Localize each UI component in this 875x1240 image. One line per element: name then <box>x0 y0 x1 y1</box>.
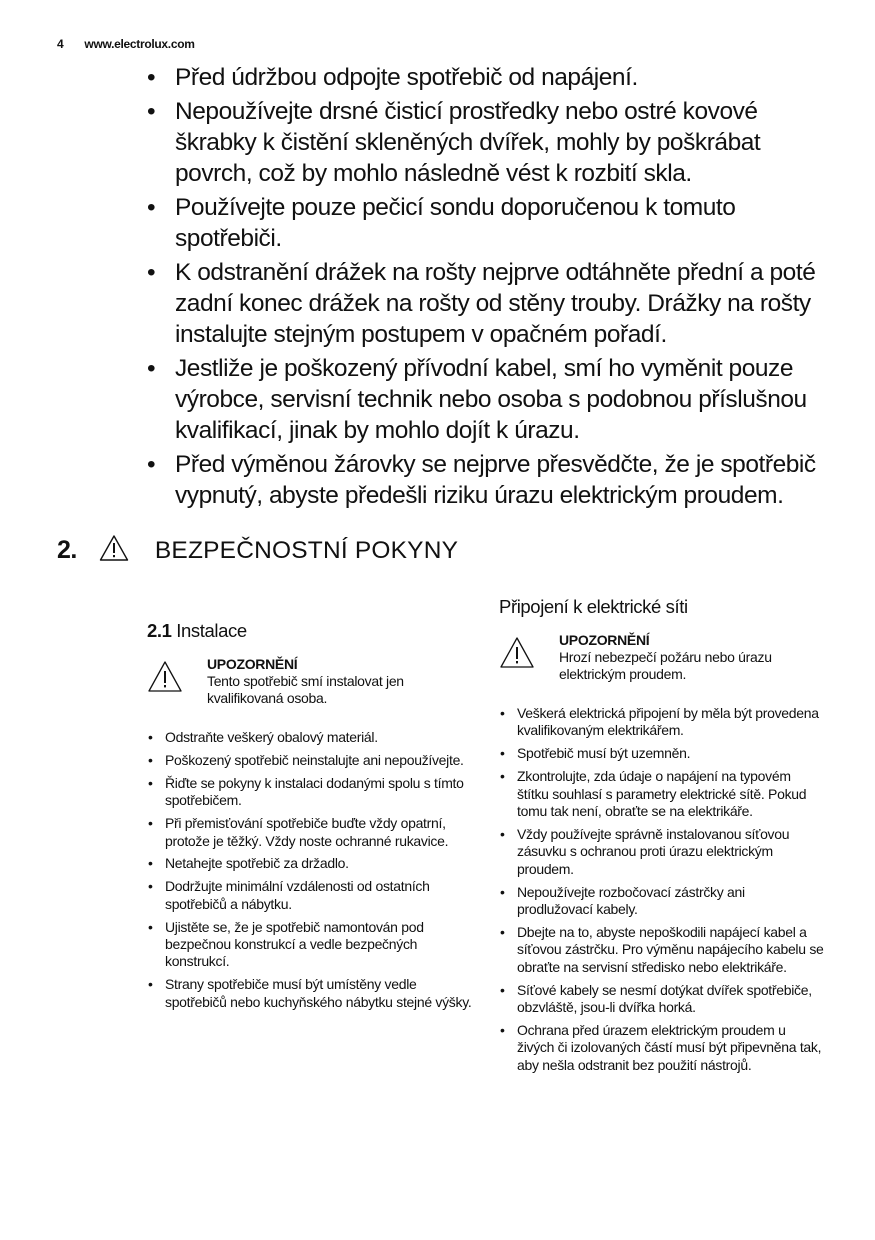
warning-text: Tento spotřebič smí instalovat jen kvalifikovaná osoba. <box>207 673 404 706</box>
installation-heading <box>147 620 472 642</box>
list-item: • Poškozený spotřebič neinstalujte ani nepoužívejte. <box>147 752 472 769</box>
section-number: 2. <box>57 536 77 564</box>
list-item: • Jestliže je poškozený přívodní kabel, smí ho vyměnit pouze výrobce, servisní technik nebo osoba s podobnou příslušnou kvalifikací, jinak by mohlo dojít k úrazu. <box>145 353 835 446</box>
installation-warning <box>147 656 472 707</box>
list-item: • Nepoužívejte drsné čisticí prostředky nebo ostré kovové škrabky k čistění skleněných dvířek, mohly by poškrábat povrch, což by mohlo následně vést k rozbití skla. <box>145 96 835 189</box>
electric-warning <box>499 632 824 683</box>
warning-triangle-icon <box>147 656 207 707</box>
list-item: • Netahejte spotřebič za držadlo. <box>147 855 472 872</box>
section-title: BEZPEČNOSTNÍ POKYNY <box>154 536 459 564</box>
list-item: • Řiďte se pokyny k instalaci dodanými spolu s tímto spotřebičem. <box>147 775 472 810</box>
list-item: • Ochrana před úrazem elektrickým proudem u živých či izolovaných částí musí být připevněna tak, aby nešla odstranit bez použití nástrojů. <box>499 1022 824 1074</box>
list-item: • Zkontrolujte, zda údaje o napájení na typovém štítku souhlasí s parametry elektrické sítě. Pokud tomu tak není, obraťte se na elektrikáře. <box>499 768 824 820</box>
warning-title: UPOZORNĚNÍ <box>207 656 298 672</box>
list-item: • Strany spotřebiče musí být umístěny vedle spotřebičů nebo kuchyňského nábytku stejné výšky. <box>147 976 472 1011</box>
warning-triangle-icon <box>499 632 559 683</box>
list-item: • Při přemisťování spotřebiče buďte vždy opatrní, protože je těžký. Vždy noste ochranné rukavice. <box>147 815 472 850</box>
list-item: • Používejte pouze pečicí sondu doporučenou k tomuto spotřebiči. <box>145 192 835 254</box>
electric-heading: Připojení k elektrické síti <box>499 596 688 617</box>
list-item: • Vždy používejte správně instalovanou síťovou zásuvku s ochranou proti úrazu elektrickým proudem. <box>499 826 824 878</box>
page-number: 4 <box>57 37 64 51</box>
maintenance-bullet-list <box>145 62 835 514</box>
electric-bullet-list <box>499 705 824 1074</box>
installation-column <box>147 620 472 1017</box>
subsection-number: 2.1 <box>147 620 172 641</box>
list-item: • Veškerá elektrická připojení by měla být provedena kvalifikovaným elektrikářem. <box>499 705 824 740</box>
list-item: • Odstraňte veškerý obalový materiál. <box>147 729 472 746</box>
list-item: • Ujistěte se, že je spotřebič namontován pod bezpečnou konstrukcí a vedle bezpečných konstrukcí. <box>147 919 472 971</box>
installation-bullet-list <box>147 729 472 1011</box>
list-item: • K odstranění drážek na rošty nejprve odtáhněte přední a poté zadní konec drážek na rošty od stěny trouby. Drážky na rošty instalujte stejným postupem v opačném pořadí. <box>145 257 835 350</box>
list-item: • Nepoužívejte rozbočovací zástrčky ani prodlužovací kabely. <box>499 884 824 919</box>
subsection-title: Instalace <box>176 620 247 641</box>
warning-title: UPOZORNĚNÍ <box>559 632 650 648</box>
list-item: • Dodržujte minimální vzdálenosti od ostatních spotřebičů a nábytku. <box>147 878 472 913</box>
warning-triangle-icon <box>99 534 129 567</box>
page-header <box>57 37 195 51</box>
list-item: • Síťové kabely se nesmí dotýkat dvířek spotřebiče, obzvláště, jsou-li dvířka horká. <box>499 982 824 1017</box>
site-url[interactable]: www.electrolux.com <box>84 37 195 51</box>
list-item: • Spotřebič musí být uzemněn. <box>499 745 824 762</box>
electric-column <box>499 596 824 1080</box>
list-item: • Dbejte na to, abyste nepoškodili napájecí kabel a síťovou zástrčku. Pro výměnu napájecího kabelu se obraťte na servisní středisko nebo elektrikáře. <box>499 924 824 976</box>
list-item: • Před údržbou odpojte spotřebič od napájení. <box>145 62 835 93</box>
section-heading <box>57 534 458 567</box>
warning-text: Hrozí nebezpečí požáru nebo úrazu elektrickým proudem. <box>559 649 772 682</box>
list-item: • Před výměnou žárovky se nejprve přesvědčte, že je spotřebič vypnutý, abyste předešli riziku úrazu elektrickým proudem. <box>145 449 835 511</box>
